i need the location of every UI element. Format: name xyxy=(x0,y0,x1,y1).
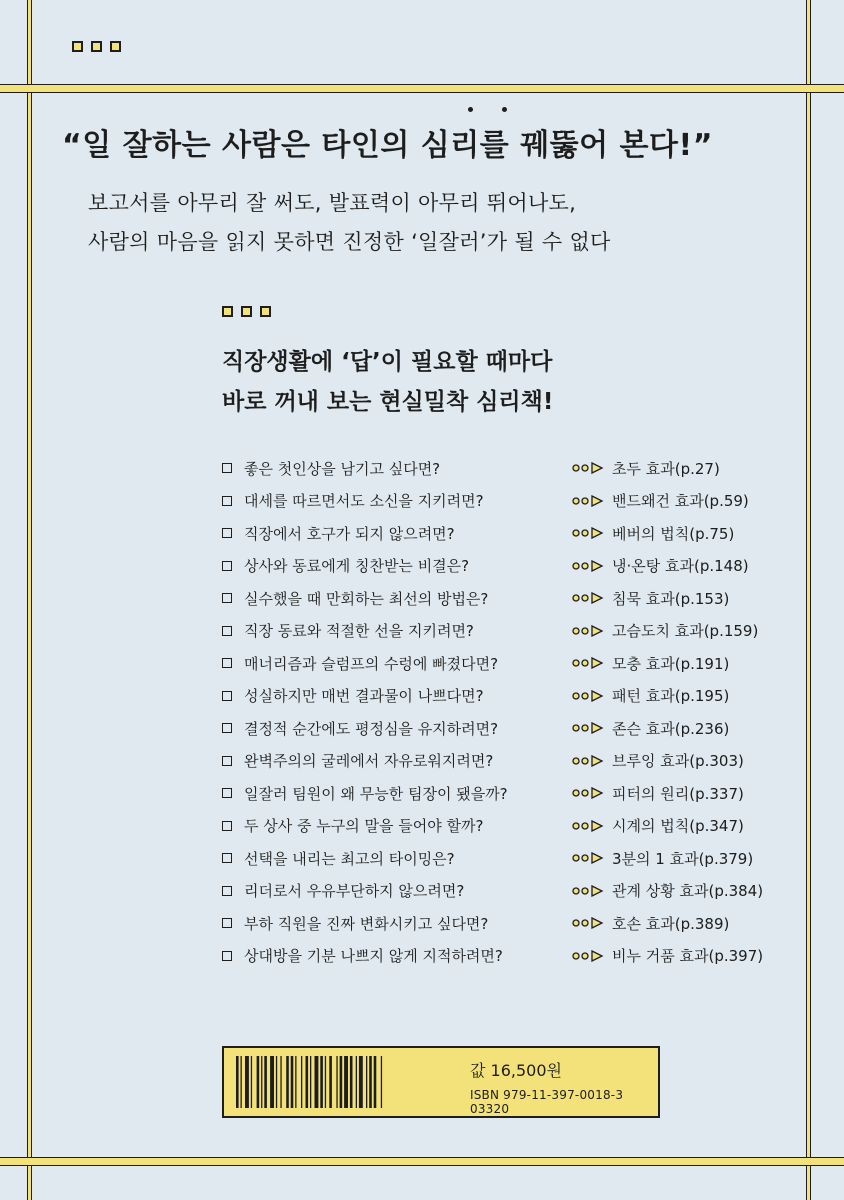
emphasis-dots-icon xyxy=(468,107,516,115)
frame-top-line xyxy=(0,84,844,93)
subline-1: 보고서를 아무리 잘 써도, 발표력이 아무리 뛰어나도, xyxy=(88,191,577,215)
dots-arrow-icon xyxy=(572,527,612,539)
faq-question: 직장 동료와 적절한 선을 지키려면? xyxy=(244,622,474,641)
checkbox-square-icon xyxy=(222,528,232,538)
dots-arrow-icon xyxy=(572,820,612,832)
checkbox-square-icon xyxy=(222,853,232,863)
barcode-icon xyxy=(234,1056,458,1108)
checkbox-square-icon xyxy=(222,918,232,928)
checkbox-square-icon xyxy=(222,821,232,831)
price-label: 값 16,500원 xyxy=(470,1061,562,1080)
promo-line-2: 바로 꺼내 보는 현실밀착 심리책! xyxy=(222,389,554,415)
faq-row xyxy=(220,550,780,583)
faq-row xyxy=(220,940,780,973)
faq-answer: 브루잉 효과(p.303) xyxy=(612,752,744,771)
subline-2: 사람의 마음을 읽지 못하면 진정한 ‘일잘러’가 될 수 없다 xyxy=(88,230,611,254)
dots-arrow-icon xyxy=(572,787,612,799)
checkbox-square-icon xyxy=(222,496,232,506)
faq-question: 부하 직원을 진짜 변화시키고 싶다면? xyxy=(244,914,489,933)
faq-question: 리더로서 우유부단하지 않으려면? xyxy=(244,882,465,901)
middle-square-marks xyxy=(222,306,271,317)
faq-row xyxy=(220,615,780,648)
dots-arrow-icon xyxy=(572,950,612,962)
faq-question: 상대방을 기분 나쁘지 않게 지적하려면? xyxy=(244,947,503,966)
faq-row xyxy=(220,452,780,485)
dots-arrow-icon xyxy=(572,722,612,734)
faq-answer: 패턴 효과(p.195) xyxy=(612,687,730,706)
faq-list xyxy=(220,452,780,972)
faq-row xyxy=(220,517,780,550)
faq-answer: 고슴도치 효과(p.159) xyxy=(612,622,759,641)
checkbox-square-icon xyxy=(222,886,232,896)
faq-question: 선택을 내리는 최고의 타이밍은? xyxy=(244,849,455,868)
checkbox-square-icon xyxy=(222,951,232,961)
dots-arrow-icon xyxy=(572,560,612,572)
dots-arrow-icon xyxy=(572,852,612,864)
faq-row xyxy=(220,810,780,843)
dots-arrow-icon xyxy=(572,755,612,767)
top-square-marks xyxy=(72,41,121,52)
barcode-panel xyxy=(222,1046,660,1118)
dots-arrow-icon xyxy=(572,625,612,637)
frame-left-line xyxy=(27,0,32,1200)
faq-answer: 모충 효과(p.191) xyxy=(612,654,730,673)
faq-answer: 침묵 효과(p.153) xyxy=(612,589,730,608)
faq-answer: 시계의 법칙(p.347) xyxy=(612,817,744,836)
dots-arrow-icon xyxy=(572,592,612,604)
promo-line-1: 직장생활에 ‘답’이 필요할 때마다 xyxy=(222,349,553,375)
checkbox-square-icon xyxy=(222,658,232,668)
faq-row xyxy=(220,712,780,745)
faq-answer: 3분의 1 효과(p.379) xyxy=(612,849,754,868)
faq-question: 매너리즘과 슬럼프의 수렁에 빠졌다면? xyxy=(244,654,499,673)
square-mark-icon xyxy=(222,306,233,317)
square-mark-icon xyxy=(241,306,252,317)
checkbox-square-icon xyxy=(222,561,232,571)
faq-question: 상사와 동료에게 칭찬받는 비결은? xyxy=(244,557,470,576)
faq-answer: 존슨 효과(p.236) xyxy=(612,719,730,738)
faq-row xyxy=(220,647,780,680)
dots-arrow-icon xyxy=(572,690,612,702)
faq-question: 대세를 따르면서도 소신을 지키려면? xyxy=(244,492,484,511)
faq-row xyxy=(220,745,780,778)
checkbox-square-icon xyxy=(222,788,232,798)
faq-question: 완벽주의의 굴레에서 자유로워지려면? xyxy=(244,752,494,771)
dots-arrow-icon xyxy=(572,885,612,897)
dots-arrow-icon xyxy=(572,657,612,669)
checkbox-square-icon xyxy=(222,593,232,603)
checkbox-square-icon xyxy=(222,626,232,636)
checkbox-square-icon xyxy=(222,463,232,473)
faq-question: 실수했을 때 만회하는 최선의 방법은? xyxy=(244,589,489,608)
faq-row xyxy=(220,842,780,875)
faq-answer: 관계 상황 효과(p.384) xyxy=(612,882,764,901)
dots-arrow-icon xyxy=(572,917,612,929)
checkbox-square-icon xyxy=(222,691,232,701)
faq-question: 결정적 순간에도 평정심을 유지하려면? xyxy=(244,719,499,738)
isbn-label: ISBN 979-11-397-0018-3 03320 xyxy=(470,1088,624,1116)
headline: “일 잘하는 사람은 타인의 심리를 꿰뚫어 본다!” xyxy=(62,128,713,163)
faq-answer: 밴드왜건 효과(p.59) xyxy=(612,492,749,511)
faq-row xyxy=(220,582,780,615)
faq-row xyxy=(220,485,780,518)
faq-question: 좋은 첫인상을 남기고 싶다면? xyxy=(244,459,441,478)
faq-question: 일잘러 팀원이 왜 무능한 팀장이 됐을까? xyxy=(244,784,508,803)
faq-row xyxy=(220,875,780,908)
faq-row xyxy=(220,680,780,713)
dots-arrow-icon xyxy=(572,495,612,507)
checkbox-square-icon xyxy=(222,756,232,766)
frame-right-line xyxy=(806,0,811,1200)
faq-answer: 피터의 원리(p.337) xyxy=(612,784,744,803)
frame-bottom-line xyxy=(0,1157,844,1166)
dots-arrow-icon xyxy=(572,462,612,474)
checkbox-square-icon xyxy=(222,723,232,733)
faq-row xyxy=(220,777,780,810)
square-mark-icon xyxy=(72,41,83,52)
square-mark-icon xyxy=(91,41,102,52)
faq-answer: 베버의 법칙(p.75) xyxy=(612,524,735,543)
square-mark-icon xyxy=(260,306,271,317)
faq-answer: 비누 거품 효과(p.397) xyxy=(612,947,764,966)
square-mark-icon xyxy=(110,41,121,52)
faq-question: 직장에서 호구가 되지 않으려면? xyxy=(244,524,455,543)
faq-answer: 초두 효과(p.27) xyxy=(612,459,720,478)
faq-answer: 냉·온탕 효과(p.148) xyxy=(612,557,749,576)
faq-answer: 호손 효과(p.389) xyxy=(612,914,730,933)
faq-question: 두 상사 중 누구의 말을 들어야 할까? xyxy=(244,817,484,836)
faq-question: 성실하지만 매번 결과물이 나쁘다면? xyxy=(244,687,484,706)
faq-row xyxy=(220,907,780,940)
